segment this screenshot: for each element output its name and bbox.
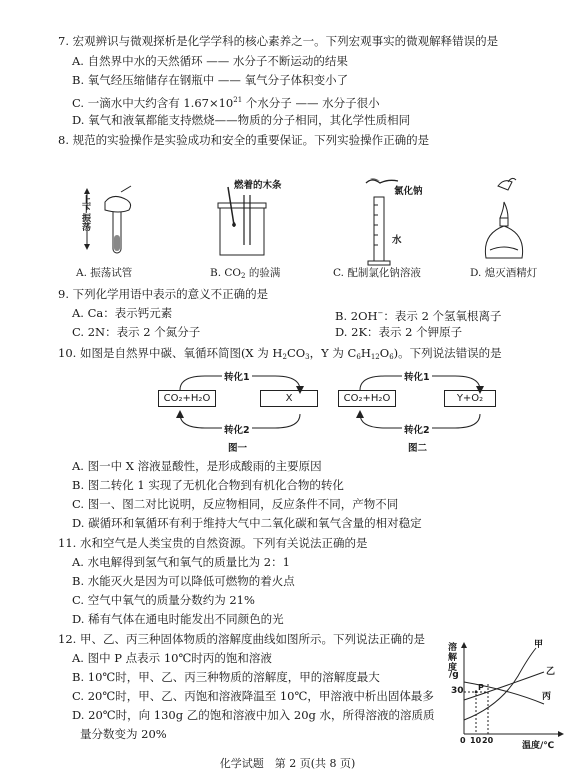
- q10-option-b: B. 图二转化 1 实现了无机化合物到有机化合物的转化: [72, 478, 344, 492]
- q9-option-b: B. 2OH−：表示 2 个氢氧根离子: [335, 309, 502, 323]
- chart-series-bing: 丙: [542, 692, 552, 702]
- fig-a-label: 上下振荡: [80, 195, 90, 231]
- chart-xtick-10: 10: [470, 736, 482, 745]
- fig2-label-top: 转化1: [402, 369, 432, 383]
- q12-stem: 12. 甲、乙、丙三种固体物质的溶解度曲线如图所示。下列说法正确的是: [58, 632, 425, 646]
- q9-option-a: A. Ca：表示钙元素: [72, 306, 173, 320]
- fig1-label-top: 转化1: [222, 369, 252, 383]
- q12-option-d: D. 20℃时，向 130g 乙的饱和溶液中加入 20g 水，所得溶液的溶质质: [72, 708, 435, 722]
- chart-ylabel-2: 解: [448, 653, 458, 663]
- chart-xtick-20: 20: [482, 736, 494, 745]
- q11-option-d: D. 稀有气体在通电时能发出不同颜色的光: [72, 612, 284, 626]
- chart-xlabel: 温度/℃: [522, 741, 555, 751]
- q8-option-a: A. 振荡试管: [76, 267, 133, 279]
- q10-option-a: A. 图一中 X 溶液显酸性，是形成酸雨的主要原因: [72, 459, 322, 473]
- fig-b-label: 燃着的木条: [234, 180, 282, 191]
- q9-option-c: C. 2N：表示 2 个氮分子: [72, 325, 201, 339]
- fig1-caption: 图一: [228, 443, 248, 454]
- alcohol-lamp-figure: [478, 176, 530, 264]
- fig1-box-right: X: [260, 390, 318, 407]
- q10-option-c: C. 图一、图二对比说明，反应物相同，反应条件不同，产物不同: [72, 497, 399, 511]
- fig-c-label-nacl: 氯化钠: [394, 186, 423, 197]
- fig2-label-bottom: 转化2: [402, 422, 432, 436]
- q12-option-b: B. 10℃时，甲、乙、丙三种物质的溶解度，甲的溶解度最大: [72, 670, 380, 684]
- q7-option-c: C. 一滴水中大约含有 $1.67\times 10^{21}$ 个水分子 —— 水分子很小: [72, 96, 380, 110]
- q11-stem: 11. 水和空气是人类宝贵的自然资源。下列有关说法正确的是: [58, 536, 368, 550]
- chart-ylabel-3: 度: [448, 663, 458, 673]
- q8-option-d: D. 熄灭酒精灯: [470, 267, 538, 279]
- q10-stem: 10. 如图是自然界中碳、氧循环简图(X 为 $H_2CO_3$，Y 为 $C_6H_{12}O_6$)。下列说法错误的是: [58, 346, 502, 361]
- chart-point-p: P: [478, 683, 484, 692]
- q8-option-b: B. $CO_2$ 的验满: [210, 267, 281, 280]
- chart-ylabel-unit: /g: [449, 670, 459, 680]
- chart-series-yi: 乙: [546, 667, 556, 677]
- chart-series-jia: 甲: [534, 640, 544, 650]
- q8-option-c: C. 配制氯化钠溶液: [333, 267, 421, 279]
- chart-ytick-30: 30: [451, 686, 464, 696]
- q12-option-c: C. 20℃时，甲、乙、丙饱和溶液降温至 10℃，甲溶液中析出固体最多: [72, 689, 434, 703]
- q7-option-d: D. 氧气和液氧都能支持燃烧——物质的分子相同，其化学性质相同: [72, 113, 411, 127]
- q11-option-a: A. 水电解得到氢气和氧气的质量比为 2：1: [72, 555, 290, 569]
- q12-option-d-cont: 量分数变为 20%: [80, 727, 167, 741]
- fig2-box-right: Y+O₂: [444, 390, 496, 407]
- q9-option-d: D. 2K：表示 2 个钾原子: [335, 325, 463, 339]
- chart-ylabel-1: 溶: [448, 643, 458, 653]
- chart-xtick-0: 0: [460, 736, 466, 745]
- co2-verify-figure: [210, 185, 280, 263]
- page-footer: 化学试题 第 2 页(共 8 页): [219, 757, 356, 770]
- q11-option-b: B. 水能灭火是因为可以降低可燃物的着火点: [72, 574, 295, 588]
- q7-option-a: A. 自然界中水的天然循环 —— 水分子不断运动的结果: [72, 54, 348, 68]
- q9-stem: 9. 下列化学用语中表示的意义不正确的是: [58, 287, 269, 301]
- fig1-label-bottom: 转化2: [222, 422, 252, 436]
- q11-option-c: C. 空气中氧气的质量分数约为 21%: [72, 593, 255, 607]
- fig2-box-left: CO₂+H₂O: [338, 390, 396, 407]
- fig2-caption: 图二: [408, 443, 428, 454]
- q12-option-a: A. 图中 P 点表示 10℃时丙的饱和溶液: [72, 651, 272, 665]
- q7-option-b: B. 氧气经压缩储存在钢瓶中 —— 氧气分子体积变小了: [72, 73, 349, 87]
- q7-stem: 7. 宏观辨识与微观探析是化学学科的核心素养之一。下列宏观事实的微观解释错误的是: [58, 34, 499, 48]
- q10-option-d: D. 碳循环和氧循环有利于维持大气中二氧化碳和氧气含量的相对稳定: [72, 516, 422, 530]
- fig1-box-left: CO₂+H₂O: [158, 390, 216, 407]
- q8-stem: 8. 规范的实验操作是实验成功和安全的重要保证。下列实验操作正确的是: [58, 133, 430, 147]
- fig-c-label-water: 水: [392, 235, 402, 246]
